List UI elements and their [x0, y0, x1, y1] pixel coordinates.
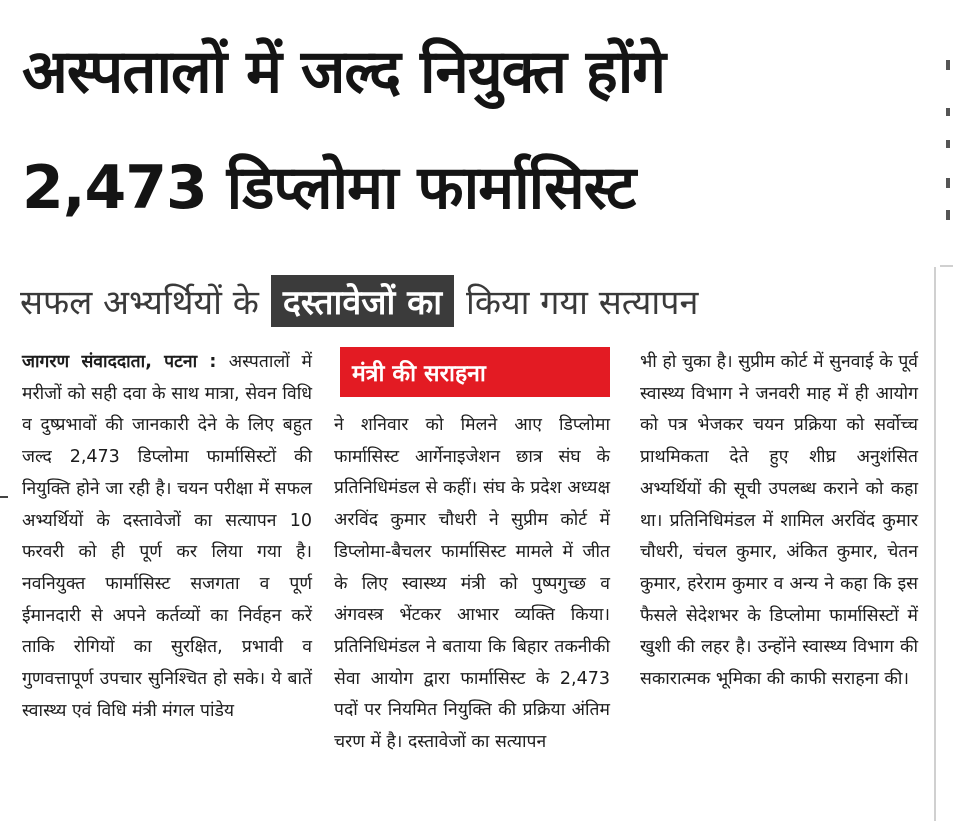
adjacent-text-fragment: [946, 178, 950, 188]
headline-line-2: 2,473 डिप्लोमा फार्मासिस्ट: [22, 153, 636, 223]
subheadline: [20, 275, 698, 327]
adjacent-article-rule: [940, 265, 953, 267]
column-3-text: भी हो चुका है। सुप्रीम कोर्ट में सुनवाई के पूर्व स्वास्थ्य विभाग ने जनवरी माह में ही आयोग को पत्र भेजकर चयन प्रक्रिया को सर्वोच्च प्राथमिकता देते हुए शीघ्र अनुशंसित अभ्यर्थियों की सूची उपलब्ध कराने को कहा था। प्रतिनिधिमंडल में शामिल अरविंद कुमार चौधरी, चंचल कुमार, अंकित कुमार, चेतन कुमार, हरेराम कुमार व अन्य ने कहा कि इस फैसले सेदेशभर के डिप्लोमा फार्मासिस्टों में खुशी की लहर है। उन्होंने स्वास्थ्य विभाग की सकारात्मक भूमिका की काफी सराहना की।: [640, 352, 918, 690]
subhead-after: किया गया सत्यापन: [466, 283, 699, 323]
margin-tick: [0, 496, 8, 498]
adjacent-text-fragment: [946, 210, 950, 220]
adjacent-text-fragment: [946, 60, 950, 70]
article-column-2: [334, 410, 610, 759]
article-column-1: [22, 347, 312, 727]
headline-line-1: अस्पतालों में जल्द नियुक्त होंगे: [22, 37, 666, 107]
article-column-3: [640, 347, 918, 696]
subhead-highlight: दस्तावेजों का: [271, 275, 454, 327]
adjacent-text-fragment: [946, 140, 950, 148]
adjacent-text-fragment: [946, 108, 950, 116]
subhead-before: सफल अभ्यर्थियों के: [20, 283, 259, 323]
dateline: जागरण संवाददाता, पटना :: [22, 352, 229, 372]
column-2-text: ने शनिवार को मिलने आए डिप्लोमा फार्मासिस्ट आर्गेनाइजेशन छात्र संघ के प्रतिनिधिमंडल से कहीं। संघ के प्रदेश अध्यक्ष अरविंद कुमार चौधरी ने सुप्रीम कोर्ट में डिप्लोमा-बैचलर फार्मासिस्ट मामले में जीत के लिए स्वास्थ्य मंत्री को पुष्पगुच्छ व अंगवस्त्र भेंटकर आभार व्यक्ति किया। प्रतिनिधिमंडल ने बताया कि बिहार तकनीकी सेवा आयोग द्वारा फार्मासिस्ट के 2,473 पदों पर नियमित नियुक्ति की प्रक्रिया अंतिम चरण में है। दस्तावेजों का सत्यापन: [334, 415, 610, 753]
section-label-box: मंत्री की सराहना: [340, 347, 610, 397]
column-1-text: अस्पतालों में मरीजों को सही दवा के साथ मात्रा, सेवन विधि व दुष्प्रभावों की जानकारी देने के लिए बहुत जल्द 2,473 डिप्लोमा फार्मासिस्टों की नियुक्ति होने जा रही है। चयन परीक्षा में सफल अभ्यर्थियों के दस्तावेजों का सत्यापन 10 फरवरी को ही पूर्ण कर लिया गया है। नवनियुक्त फार्मासिस्ट सजगता व पूर्ण ईमानदारी से अपने कर्तव्यों का निर्वहन करें ताकि रोगियों का सुरक्षित, प्रभावी व गुणवत्तापूर्ण उपचार सुनिश्चित हो सके। ये बातें स्वास्थ्य एवं विधि मंत्री मंगल पांडेय: [22, 352, 312, 721]
column-divider: [934, 267, 936, 821]
